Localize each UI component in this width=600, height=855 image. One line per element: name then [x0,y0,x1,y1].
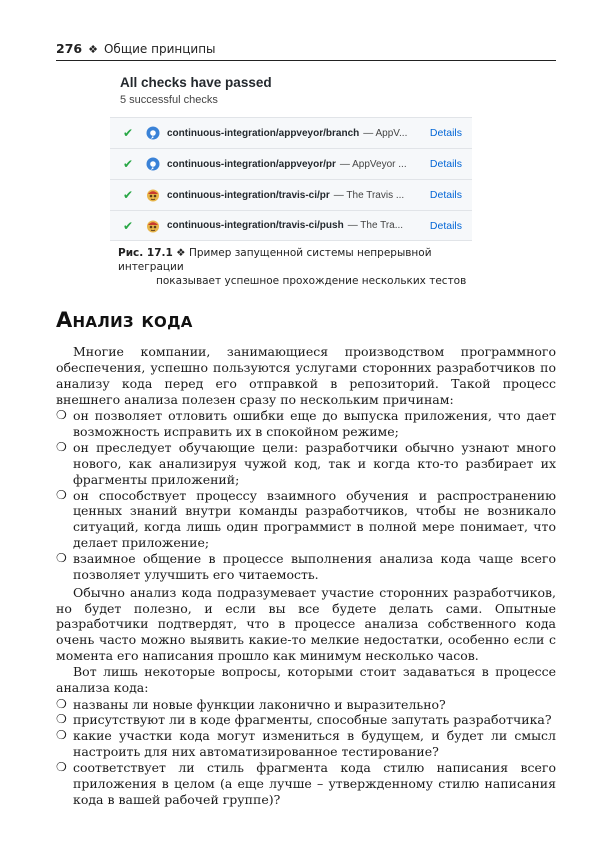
travis-icon [146,219,160,233]
check-name: continuous-integration/travis-ci/pr [167,189,330,201]
appveyor-icon [146,157,160,171]
figure-label: Рис. 17.1 [118,247,173,259]
header-separator-icon: ❖ [88,43,98,56]
page-number: 276 [56,41,83,56]
body-text [56,344,556,807]
list-item: ❍ он преследует обучающие цели: разработчики обычно узнают много нового, как анализируя чужой код, так и когда кто-то разбирает их фрагменты приложений; [56,440,556,488]
check-mark-icon: ✔ [122,188,134,202]
list-item: ❍ он позволяет отловить ошибки еще до выпуска приложения, что дает возможность исправить их в спокойном режиме; [56,408,556,440]
paragraph: Многие компании, занимающиеся производством программного обеспечения, успешно пользуются услугами сторонних разработчиков по анализу кода перед его отправкой в репозиторий. Такой процесс внешнего анализа полезен сразу по нескольким причинам: [56,344,556,407]
check-description: — AppV... [363,127,408,139]
appveyor-icon [146,126,160,140]
checks-count: 5 successful checks [120,94,218,106]
reasons-list [56,408,556,582]
check-name: continuous-integration/appveyor/branch [167,127,360,139]
checks-list [110,117,472,241]
list-item: ❍ какие участки кода могут измениться в будущем, и будет ли смысл настроить для них автоматизированное тестирование? [56,728,556,760]
list-item: ❍ присутствуют ли в коде фрагменты, способные запутать разработчика? [56,712,556,728]
check-name: continuous-integration/appveyor/pr [167,158,336,170]
details-link[interactable]: Details [429,189,462,201]
check-row [110,148,472,179]
check-row [110,179,472,210]
section-title: Анализ кода [56,308,193,332]
paragraph: Обычно анализ кода подразумевает участие сторонних разработчиков, но будет полезно, и если вы все будете делать сами. Опытные разработчики подтвердят, что в процессе анализа собственного кода очень часто можно выявить какие-то мелкие недостатки, особенно если с момента его написания прошло как минимум несколько часов. [56,584,556,664]
travis-icon [146,188,160,202]
caption-line-2: показывает успешное прохождение нескольких тестов [156,275,467,287]
check-mark-icon: ✔ [122,157,134,171]
ci-checks-screenshot [110,70,472,241]
details-link[interactable]: Details [429,158,462,170]
details-link[interactable]: Details [429,127,462,139]
checks-status-title: All checks have passed [120,75,272,90]
check-mark-icon: ✔ [122,218,134,233]
questions-list [56,697,556,808]
check-description: — The Travis ... [333,189,405,201]
details-link[interactable]: Details [429,219,462,232]
list-item: ❍ соответствует ли стиль фрагмента кода стилю написания всего приложения в целом (а еще лучше – утвержденному стилю написания кода в вашей рабочей группе)? [56,760,556,808]
caption-separator-icon: ❖ [176,247,186,259]
check-row [110,210,472,241]
check-name: continuous-integration/travis-ci/push [167,220,344,231]
check-row [110,117,472,148]
list-item: ❍ названы ли новые функции лаконично и выразительно? [56,697,556,713]
running-header [56,41,556,61]
paragraph: Вот лишь некоторые вопросы, которыми стоит задаваться в процессе анализа кода: [56,663,556,695]
list-item: ❍ взаимное общение в процессе выполнения анализа кода чаще всего позволяет улучшить его читаемость. [56,551,556,583]
check-description: — AppVeyor ... [339,158,407,170]
check-description: — The Tra... [347,220,404,231]
chapter-title: Общие принципы [103,42,216,56]
caption-line-1: Пример запущенной системы непрерывной интеграции [118,247,432,273]
list-item: ❍ он способствует процессу взаимного обучения и распространению ценных знаний внутри команды разработчиков, чтобы не возникало ситуаций, когда лишь один программист в полной мере понимает, что делает приложение; [56,488,556,551]
check-mark-icon: ✔ [122,126,134,140]
figure-caption [118,246,478,288]
